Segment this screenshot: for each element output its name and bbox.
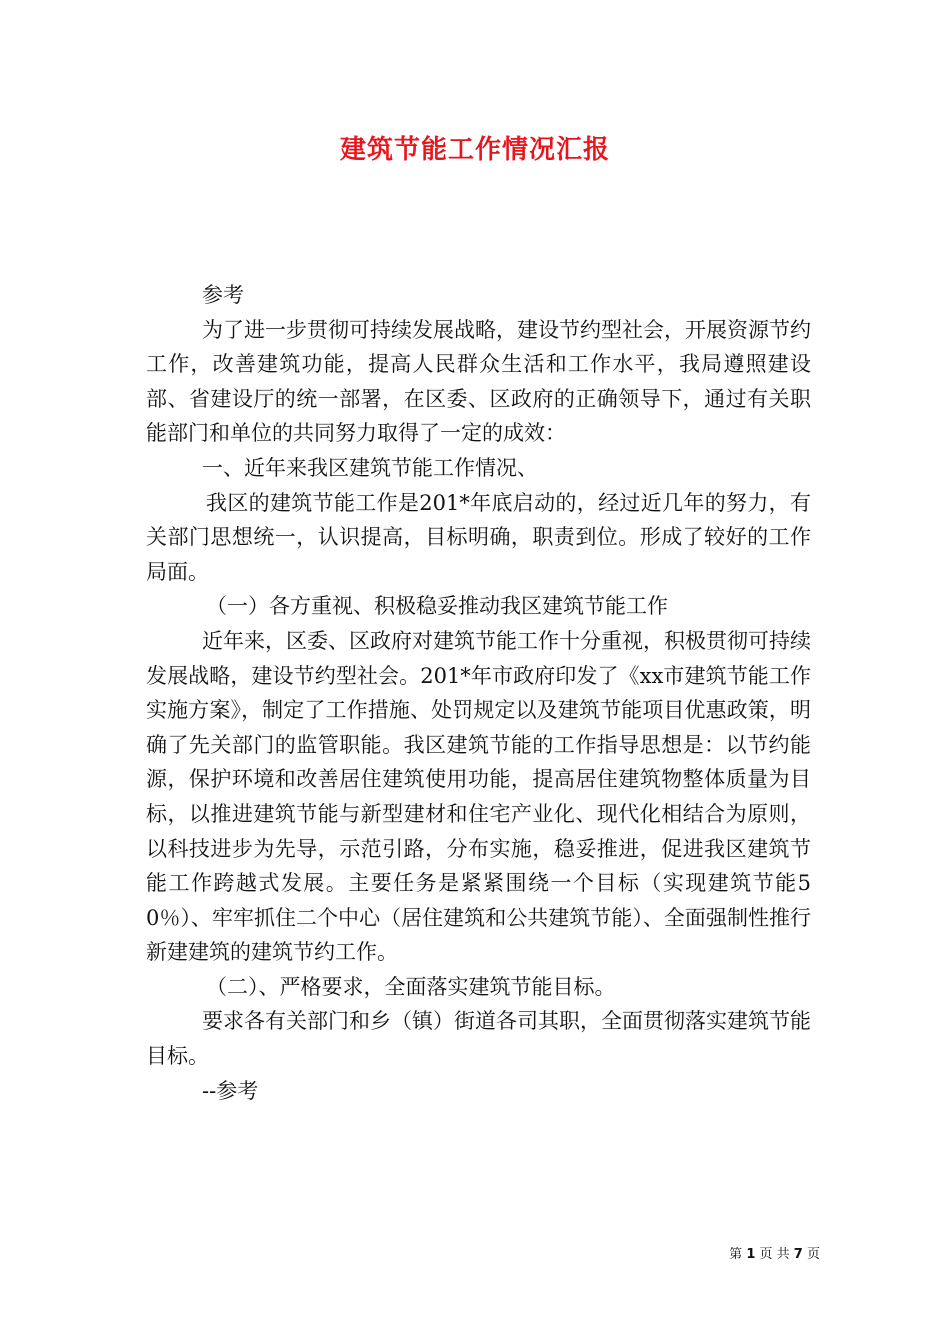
paragraph-reference-end: --参考: [202, 1078, 259, 1103]
page-mid: 页 共: [759, 1247, 790, 1262]
page-total: 7: [793, 1247, 803, 1262]
document-body: [146, 278, 811, 1108]
section-heading-1: 一、近年来我区建筑节能工作情况、: [202, 455, 538, 480]
paragraph-section-1: 我区的建筑节能工作是201*年底启动的，经过近几年的努力，有关部门思想统一，认识提高，目标明确，职责到位。形成了较好的工作局面。: [146, 490, 811, 584]
paragraph-subsection-1: 近年来，区委、区政府对建筑节能工作十分重视，积极贯彻可持续发展战略，建设节约型社会。201*年市政府印发了《xx市建筑节能工作实施方案》，制定了工作措施、处罚规定以及建筑节能项目优惠政策，明确了先关部门的监管职能。我区建筑节能的工作指导思想是：以节约能源，保护环境和改善居住建筑使用功能，提高居住建筑物整体质量为目标，以推进建筑节能与新型建材和住宅产业化、现代化相结合为原则，以科技进步为先导，示范引路，分布实施，稳妥推进，促进我区建筑节能工作跨越式发展。主要任务是紧紧围绕一个目标（实现建筑节能50％）、牢牢抓住二个中心（居住建筑和公共建筑节能）、全面强制性推行新建建筑的建筑节约工作。: [146, 628, 811, 965]
page-prefix: 第: [729, 1247, 743, 1262]
page-current: 1: [746, 1247, 756, 1262]
document-title: 建筑节能工作情况汇报: [339, 135, 610, 165]
subsection-heading-1: （一）各方重视、积极稳妥推动我区建筑节能工作: [206, 594, 668, 619]
page-suffix: 页: [806, 1247, 820, 1262]
paragraph-subsection-2: 要求各有关部门和乡（镇）街道各司其职，全面贯彻落实建筑节能目标。: [146, 1009, 811, 1069]
paragraph-intro: 为了进一步贯彻可持续发展战略，建设节约型社会，开展资源节约工作，改善建筑功能，提高人民群众生活和工作水平，我局遵照建设部、省建设厅的统一部署，在区委、区政府的正确领导下，通过有关职能部门和单位的共同努力取得了一定的成效：: [146, 317, 811, 446]
subsection-heading-2: （二）、严格要求，全面落实建筑节能目标。: [206, 974, 616, 999]
page-number: [690, 1246, 820, 1264]
paragraph-reference-label: 参考: [202, 283, 244, 307]
